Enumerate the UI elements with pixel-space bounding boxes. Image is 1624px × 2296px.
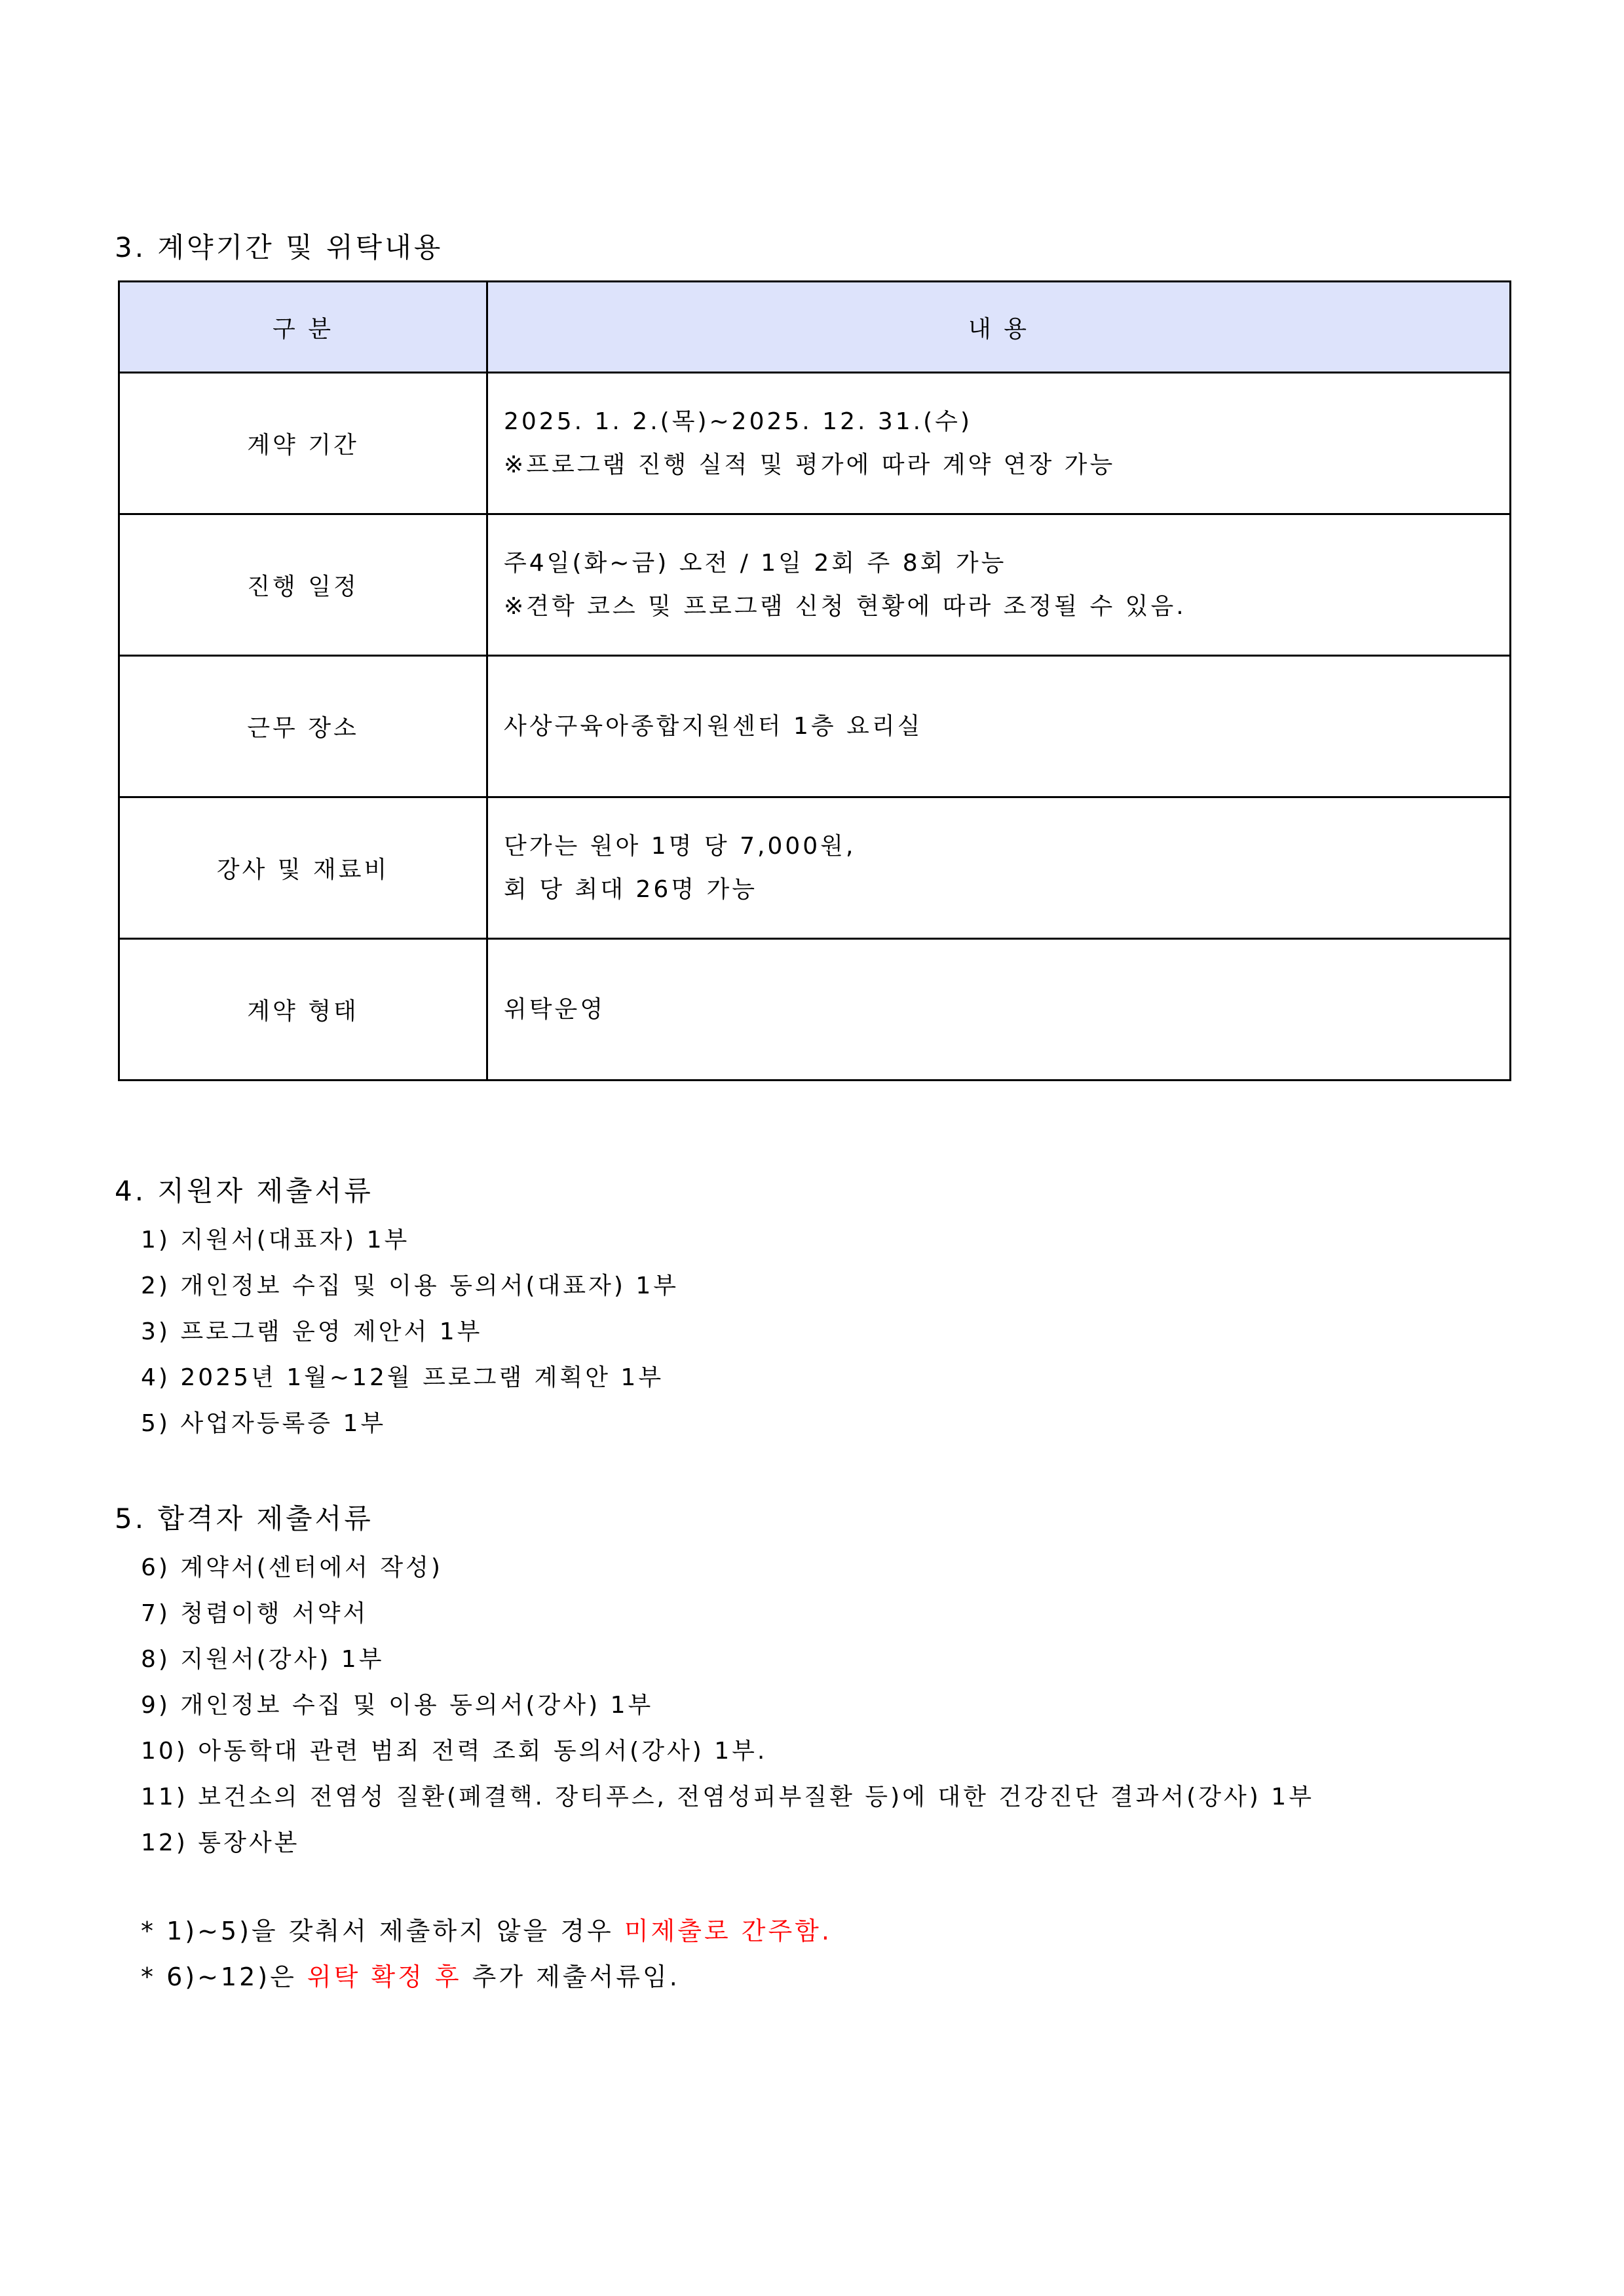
list-item: 5) 사업자등록증 1부 bbox=[141, 1410, 387, 1437]
content-line: 위탁운영 bbox=[504, 995, 606, 1023]
table-row bbox=[119, 797, 1511, 939]
accepted-documents-list bbox=[141, 1545, 1314, 1866]
note-additional-documents bbox=[141, 1954, 680, 2000]
contract-table bbox=[118, 280, 1511, 1081]
applicant-documents-list bbox=[141, 1217, 679, 1447]
content-line: ※프로그램 진행 실적 및 평가에 따라 계약 연장 가능 bbox=[504, 451, 1116, 478]
note-highlight: 위탁 확정 후 bbox=[307, 1962, 462, 1991]
row-label: 근무 장소 bbox=[119, 656, 487, 797]
row-content bbox=[487, 514, 1511, 656]
list-item: 7) 청렴이행 서약서 bbox=[141, 1600, 369, 1627]
list-item: 9) 개인정보 수집 및 이용 동의서(강사) 1부 bbox=[141, 1692, 654, 1719]
content-line: 주4일(화~금) 오전 / 1일 2회 주 8회 가능 bbox=[504, 549, 1007, 577]
content-line: 사상구육아종합지원센터 1층 요리실 bbox=[504, 712, 923, 740]
list-item: 3) 프로그램 운영 제안서 1부 bbox=[141, 1318, 483, 1345]
row-label: 계약 형태 bbox=[119, 939, 487, 1081]
row-label: 계약 기간 bbox=[119, 373, 487, 514]
header-category: 구 분 bbox=[119, 282, 487, 373]
note-text: * 1)~5)을 갖춰서 제출하지 않을 경우 bbox=[141, 1917, 624, 1945]
list-item: 6) 계약서(센터에서 작성) bbox=[141, 1554, 443, 1581]
list-item: 2) 개인정보 수집 및 이용 동의서(대표자) 1부 bbox=[141, 1272, 679, 1299]
row-content bbox=[487, 939, 1511, 1081]
note-highlight: 미제출로 간주함. bbox=[624, 1917, 832, 1945]
table-row bbox=[119, 514, 1511, 656]
row-content bbox=[487, 656, 1511, 797]
table-row bbox=[119, 373, 1511, 514]
row-content bbox=[487, 373, 1511, 514]
row-label: 강사 및 재료비 bbox=[119, 797, 487, 939]
table-row bbox=[119, 656, 1511, 797]
content-line: ※견학 코스 및 프로그램 신청 현황에 따라 조정될 수 있음. bbox=[504, 592, 1186, 620]
note-submission-warning bbox=[141, 1908, 832, 1954]
list-item: 12) 통장사본 bbox=[141, 1829, 300, 1856]
content-line: 회 당 최대 26명 가능 bbox=[504, 875, 758, 903]
section3-title: 3. 계약기간 및 위탁내용 bbox=[115, 231, 444, 263]
section4-title: 4. 지원자 제출서류 bbox=[115, 1175, 373, 1207]
row-label: 진행 일정 bbox=[119, 514, 487, 656]
content-line: 2025. 1. 2.(목)~2025. 12. 31.(수) bbox=[504, 408, 972, 435]
note-text: * 6)~12)은 bbox=[141, 1962, 307, 1991]
list-item: 11) 보건소의 전염성 질환(폐결핵. 장티푸스, 전염성피부질환 등)에 대한 건강진단 결과서(강사) 1부 bbox=[141, 1784, 1314, 1810]
section5-title: 5. 합격자 제출서류 bbox=[115, 1502, 373, 1535]
list-item: 4) 2025년 1월~12월 프로그램 계획안 1부 bbox=[141, 1364, 664, 1391]
table-row bbox=[119, 939, 1511, 1081]
list-item: 10) 아동학대 관련 범죄 전력 조회 동의서(강사) 1부. bbox=[141, 1738, 768, 1765]
note-text-suffix: 추가 제출서류임. bbox=[461, 1962, 680, 1991]
content-line: 단가는 원아 1명 당 7,000원, bbox=[504, 832, 856, 860]
list-item: 1) 지원서(대표자) 1부 bbox=[141, 1227, 410, 1253]
table-header-row bbox=[119, 282, 1511, 373]
header-content: 내 용 bbox=[487, 282, 1511, 373]
list-item: 8) 지원서(강사) 1부 bbox=[141, 1646, 385, 1673]
row-content bbox=[487, 797, 1511, 939]
